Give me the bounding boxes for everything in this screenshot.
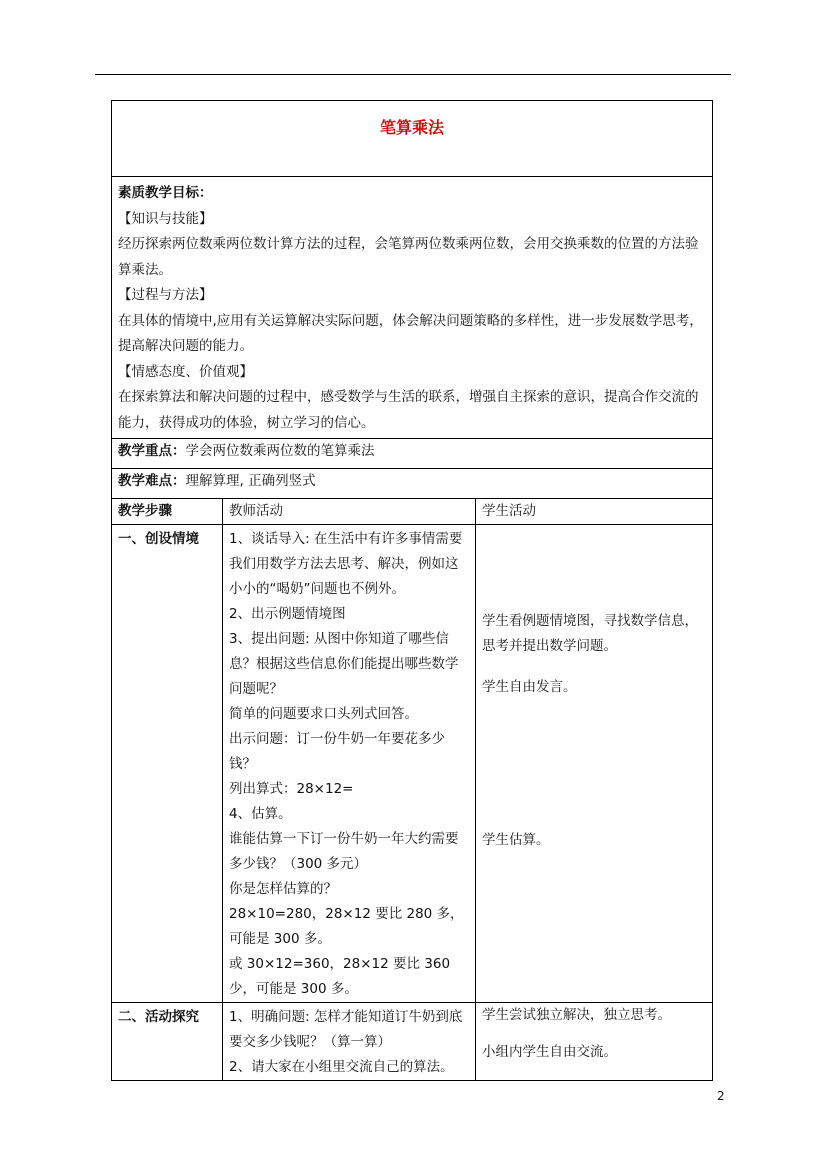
student-line: 学生自由发言。 xyxy=(482,679,577,695)
header-steps: 教学步骤 xyxy=(112,499,223,525)
teacher-line: 你是怎样估算的？ xyxy=(229,881,337,897)
goal-label-knowledge: 【知识与技能】 xyxy=(118,210,213,227)
goal-label-attitude: 【情感态度、价值观】 xyxy=(118,363,253,380)
teacher-line: 列出算式：28×12= xyxy=(229,781,354,797)
key-point-text: 学会两位数乘两位数的笔算乘法 xyxy=(185,443,375,459)
header-rule xyxy=(95,74,731,75)
teacher-line: 谁能估算一下订一份牛奶一年大约需要多少钱？（300 多元） xyxy=(229,831,459,872)
page-title: 笔算乘法 xyxy=(379,118,444,137)
teacher-line: 2、出示例题情境图 xyxy=(229,606,346,622)
teacher-line: 1、谈话导入: 在生活中有许多事情需要我们用数学方法去思考、解决，例如这小小的“喝奶”问题也不例外。 xyxy=(229,531,463,597)
student-activity-cell xyxy=(476,1003,713,1081)
step-name: 二、活动探究 xyxy=(112,1003,223,1081)
key-point-label: 教学重点： xyxy=(118,443,186,459)
goal-text-process: 在具体的情境中,应用有关运算解决实际问题，体会解决问题策略的多样性，进一步发展数学思考，提高解决问题的能力。 xyxy=(118,312,703,354)
goals-cell xyxy=(112,177,713,439)
page-number: 2 xyxy=(717,1089,725,1103)
teacher-line: 出示问题：订一份牛奶一年要花多少钱？ xyxy=(229,731,445,772)
student-activity-cell xyxy=(476,525,713,1003)
teacher-line: 28×10=280，28×12 要比 280 多，可能是 300 多。 xyxy=(229,906,464,947)
goal-label-process: 【过程与方法】 xyxy=(118,287,213,303)
teacher-activity-cell xyxy=(223,525,476,1003)
student-line: 学生估算。 xyxy=(482,832,550,848)
teacher-line: 2、请大家在小组里交流自己的算法。 xyxy=(229,1059,454,1075)
teacher-line: 或 30×12=360，28×12 要比 360 少，可能是 300 多。 xyxy=(229,956,451,997)
teacher-line: 1、明确问题: 怎样才能知道订牛奶到底要交多少钱呢？（算一算） xyxy=(229,1009,463,1050)
key-point-cell xyxy=(112,439,713,469)
teacher-line: 简单的问题要求口头列式回答。 xyxy=(229,706,418,722)
step-name: 一、创设情境 xyxy=(112,525,223,1003)
student-line: 学生尝试独立解决，独立思考。 xyxy=(482,1007,671,1023)
header-student: 学生活动 xyxy=(476,499,713,525)
lesson-plan-table xyxy=(111,100,713,1081)
teacher-activity-cell xyxy=(223,1003,476,1081)
student-line: 学生看例题情境图，寻找数学信息，思考并提出数学问题。 xyxy=(482,613,698,654)
header-teacher: 教师活动 xyxy=(223,499,476,525)
goals-heading: 素质教学目标： xyxy=(118,185,213,201)
goal-text-attitude: 在探索算法和解决问题的过程中，感受数学与生活的联系，增强自主探索的意识，提高合作交流的能力，获得成功的体验，树立学习的信心。 xyxy=(118,389,699,431)
difficulty-label: 教学难点： xyxy=(118,473,186,489)
teacher-line: 3、提出问题: 从图中你知道了哪些信息？根据这些信息你们能提出哪些数学问题呢？ xyxy=(229,631,459,697)
goal-text-knowledge: 经历探索两位数乘两位数计算方法的过程，会笔算两位数乘两位数，会用交换乘数的位置的方法验算乘法。 xyxy=(118,236,699,278)
student-line: 小组内学生自由交流。 xyxy=(482,1044,617,1060)
title-cell xyxy=(112,101,713,177)
difficulty-text: 理解算理, 正确列竖式 xyxy=(185,473,316,489)
teacher-line: 4、估算。 xyxy=(229,806,292,822)
difficulty-cell xyxy=(112,469,713,499)
